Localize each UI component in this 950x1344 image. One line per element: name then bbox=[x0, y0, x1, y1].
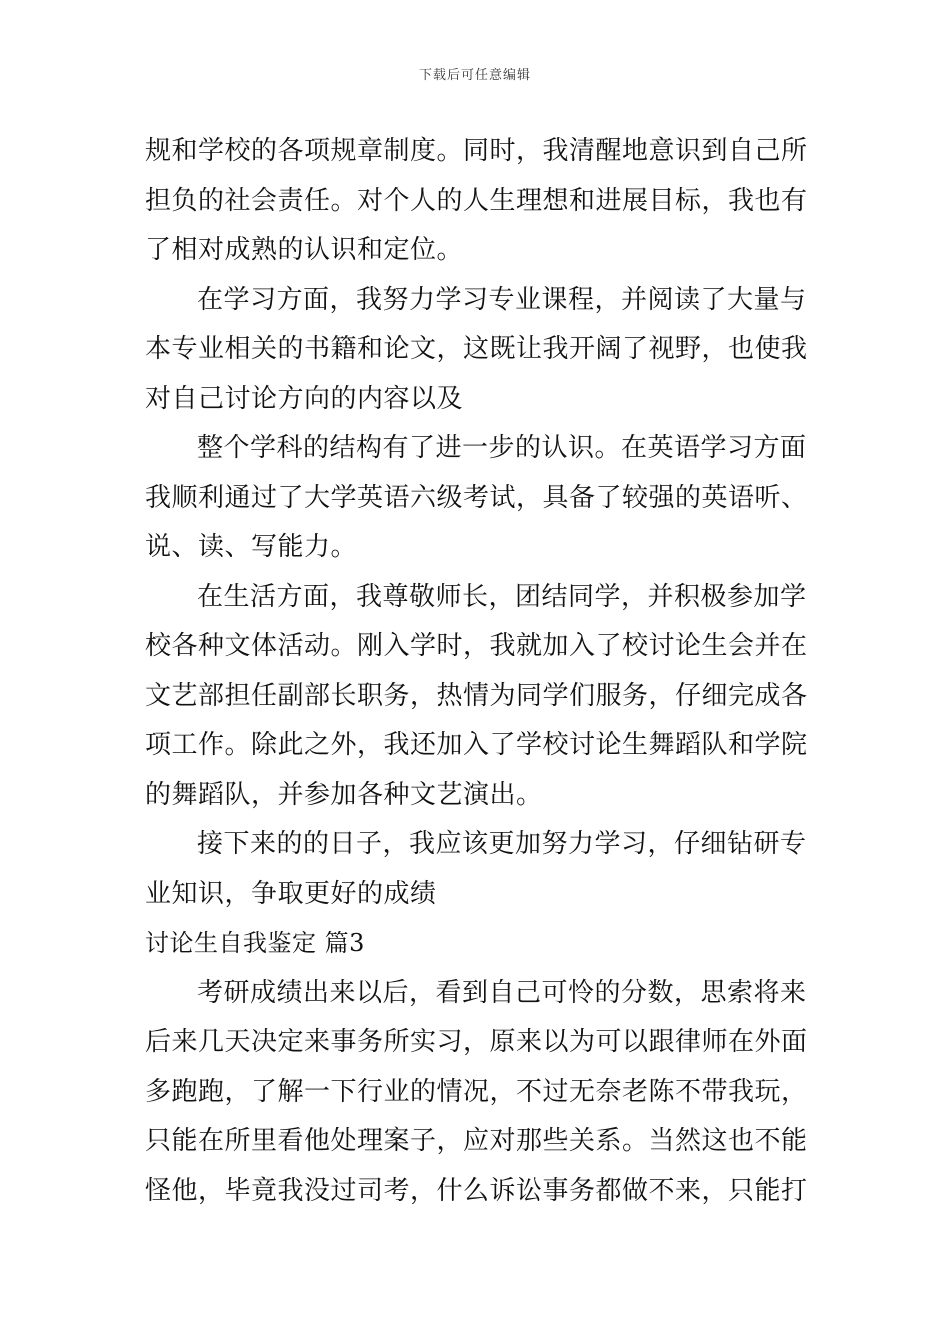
text-line: 接下来的的日子，我应该更加努力学习，仔细钻研专 bbox=[197, 829, 807, 859]
text-line: 了相对成熟的认识和定位。 bbox=[145, 235, 464, 265]
text-line: 多跑跑，了解一下行业的情况，不过无奈老陈不带我玩， bbox=[145, 1076, 808, 1107]
section-heading: 讨论生自我鉴定 篇3 bbox=[145, 929, 365, 957]
text-line: 文艺部担任副部长职务，热情为同学们服务，仔细完成各 bbox=[145, 680, 808, 711]
text-line: 业知识，争取更好的成绩 bbox=[145, 878, 437, 909]
text-line: 校各种文体活动。刚入学时，我就加入了校讨论生会并在 bbox=[145, 631, 808, 661]
text-line: 在学习方面，我努力学习专业课程，并阅读了大量与 bbox=[197, 284, 807, 315]
text-line: 整个学科的结构有了进一步的认识。在英语学习方面 bbox=[197, 433, 807, 463]
page-header: 下载后可任意编辑 bbox=[418, 68, 531, 83]
text-line: 我顺利通过了大学英语六级考试，具备了较强的英语听、 bbox=[145, 482, 808, 513]
text-line: 只能在所里看他处理案子，应对那些关系。当然这也不能 bbox=[145, 1126, 808, 1156]
document-body bbox=[145, 127, 810, 1216]
text-line: 说、读、写能力。 bbox=[145, 532, 358, 562]
text-line: 的舞蹈队，并参加各种文艺演出。 bbox=[145, 779, 543, 810]
text-line: 在生活方面，我尊敬师长，团结同学，并积极参加学 bbox=[197, 581, 807, 612]
text-line: 后来几天决定来事务所实习，原来以为可以跟律师在外面 bbox=[145, 1027, 808, 1057]
text-line: 规和学校的各项规章制度。同时，我清醒地意识到自己所 bbox=[145, 136, 808, 166]
text-line: 担负的社会责任。对个人的人生理想和进展目标，我也有 bbox=[145, 185, 808, 216]
text-line: 本专业相关的书籍和论文，这既让我开阔了视野，也使我 bbox=[145, 334, 808, 364]
text-line: 项工作。除此之外，我还加入了学校讨论生舞蹈队和学院 bbox=[145, 730, 808, 760]
text-line: 对自己讨论方向的内容以及 bbox=[145, 383, 464, 414]
text-line: 考研成绩出来以后，看到自己可怜的分数，思索将来 bbox=[197, 977, 807, 1008]
text-line: 怪他，毕竟我没过司考，什么诉讼事务都做不来，只能打 bbox=[145, 1175, 808, 1206]
